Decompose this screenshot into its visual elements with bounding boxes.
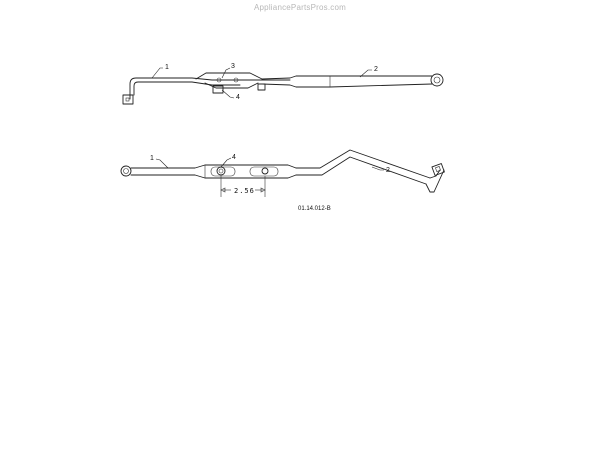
svg-text:1: 1: [150, 155, 154, 162]
watermark-text: AppliancePartsPros.com: [254, 3, 346, 12]
top-callout-3: [222, 63, 235, 78]
svg-text:2: 2: [386, 167, 390, 174]
top-rod-part-1: [123, 78, 290, 104]
svg-text:4: 4: [232, 154, 236, 161]
dimension-line: [221, 176, 265, 197]
svg-text:1: 1: [165, 64, 169, 71]
bottom-view-assembly: [121, 150, 444, 192]
dimension-label: 2.56: [234, 187, 255, 195]
bottom-callout-1: [150, 155, 168, 168]
top-callout-2: [360, 66, 378, 77]
svg-text:4: 4: [236, 94, 240, 101]
svg-text:2: 2: [374, 66, 378, 73]
top-clamp: [196, 73, 265, 93]
drawing-number: 01.14.012-B: [298, 206, 331, 212]
top-callout-1: [152, 64, 169, 78]
svg-text:3: 3: [231, 63, 235, 70]
top-view-assembly: [123, 73, 443, 104]
top-callout-4: [222, 90, 240, 101]
bottom-rod-part-2: [296, 150, 444, 192]
bottom-clamp: [205, 165, 296, 178]
bottom-rod-part-1: [121, 165, 205, 178]
top-rod-part-2: [262, 74, 443, 87]
